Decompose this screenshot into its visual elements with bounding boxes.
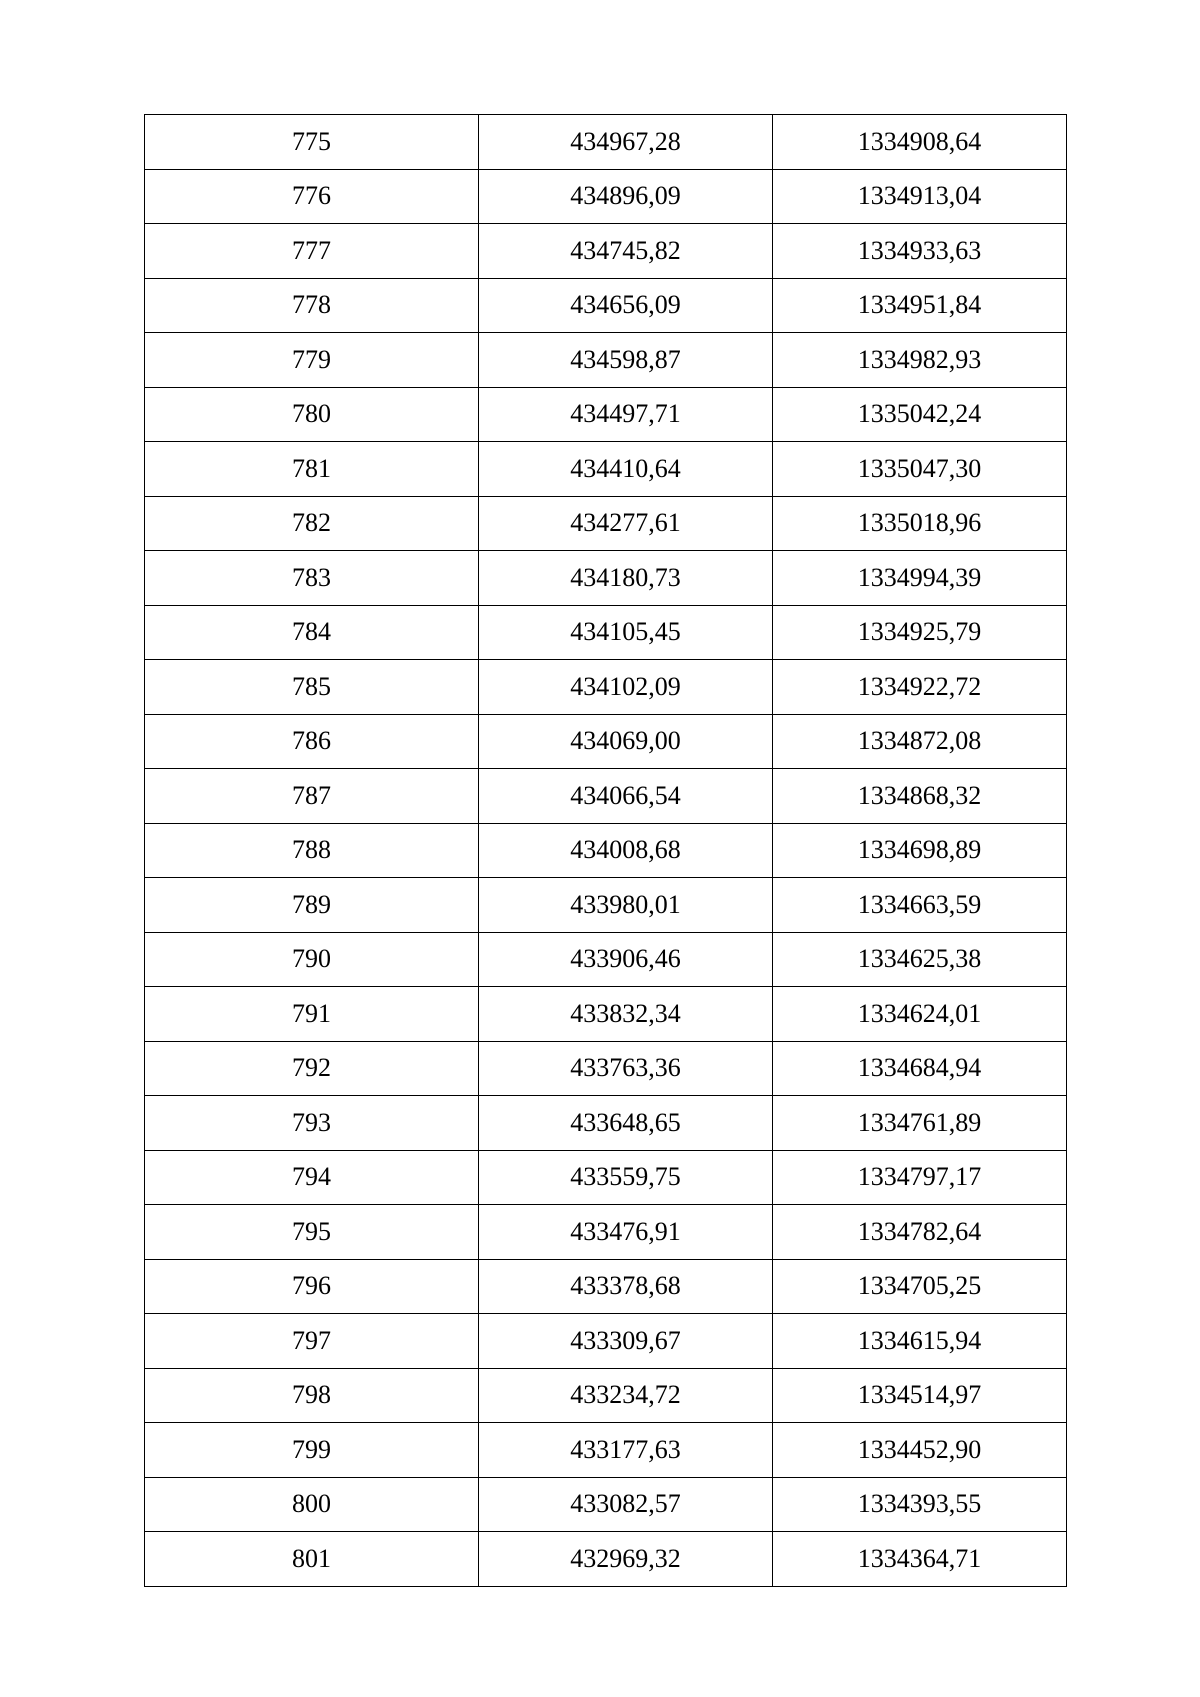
coordinates-table: [144, 114, 1067, 1587]
x-coordinate-cell: 434069,00: [479, 714, 773, 769]
y-coordinate-cell: 1335047,30: [773, 442, 1067, 497]
point-number-cell: 787: [145, 769, 479, 824]
x-coordinate-cell: 434180,73: [479, 551, 773, 606]
table-row: [145, 660, 1067, 715]
y-coordinate-cell: 1334624,01: [773, 987, 1067, 1042]
y-coordinate-cell: 1334951,84: [773, 278, 1067, 333]
point-number-cell: 797: [145, 1314, 479, 1369]
point-number-cell: 775: [145, 115, 479, 170]
x-coordinate-cell: 433763,36: [479, 1041, 773, 1096]
x-coordinate-cell: 433980,01: [479, 878, 773, 933]
y-coordinate-cell: 1334913,04: [773, 169, 1067, 224]
y-coordinate-cell: 1334782,64: [773, 1205, 1067, 1260]
y-coordinate-cell: 1334393,55: [773, 1477, 1067, 1532]
x-coordinate-cell: 434066,54: [479, 769, 773, 824]
table-row: [145, 714, 1067, 769]
x-coordinate-cell: 433082,57: [479, 1477, 773, 1532]
y-coordinate-cell: 1334514,97: [773, 1368, 1067, 1423]
x-coordinate-cell: 434410,64: [479, 442, 773, 497]
y-coordinate-cell: 1334364,71: [773, 1532, 1067, 1587]
table-row: [145, 1423, 1067, 1478]
point-number-cell: 786: [145, 714, 479, 769]
table-row: [145, 496, 1067, 551]
point-number-cell: 798: [145, 1368, 479, 1423]
table-row: [145, 878, 1067, 933]
point-number-cell: 778: [145, 278, 479, 333]
point-number-cell: 789: [145, 878, 479, 933]
x-coordinate-cell: 433234,72: [479, 1368, 773, 1423]
table-row: [145, 115, 1067, 170]
table-row: [145, 442, 1067, 497]
point-number-cell: 782: [145, 496, 479, 551]
y-coordinate-cell: 1334925,79: [773, 605, 1067, 660]
point-number-cell: 791: [145, 987, 479, 1042]
table-row: [145, 1532, 1067, 1587]
x-coordinate-cell: 433177,63: [479, 1423, 773, 1478]
table-row: [145, 1041, 1067, 1096]
y-coordinate-cell: 1334684,94: [773, 1041, 1067, 1096]
x-coordinate-cell: 433559,75: [479, 1150, 773, 1205]
table-row: [145, 224, 1067, 279]
point-number-cell: 790: [145, 932, 479, 987]
x-coordinate-cell: 434105,45: [479, 605, 773, 660]
y-coordinate-cell: 1334982,93: [773, 333, 1067, 388]
point-number-cell: 799: [145, 1423, 479, 1478]
x-coordinate-cell: 434656,09: [479, 278, 773, 333]
y-coordinate-cell: 1334663,59: [773, 878, 1067, 933]
table-row: [145, 1150, 1067, 1205]
x-coordinate-cell: 434008,68: [479, 823, 773, 878]
x-coordinate-cell: 434745,82: [479, 224, 773, 279]
y-coordinate-cell: 1334872,08: [773, 714, 1067, 769]
y-coordinate-cell: 1334933,63: [773, 224, 1067, 279]
point-number-cell: 781: [145, 442, 479, 497]
y-coordinate-cell: 1334797,17: [773, 1150, 1067, 1205]
point-number-cell: 777: [145, 224, 479, 279]
x-coordinate-cell: 433309,67: [479, 1314, 773, 1369]
table-row: [145, 1205, 1067, 1260]
table-row: [145, 1477, 1067, 1532]
point-number-cell: 793: [145, 1096, 479, 1151]
x-coordinate-cell: 434598,87: [479, 333, 773, 388]
y-coordinate-cell: 1334908,64: [773, 115, 1067, 170]
x-coordinate-cell: 434896,09: [479, 169, 773, 224]
coordinates-table-body: [145, 115, 1067, 1587]
table-row: [145, 278, 1067, 333]
point-number-cell: 801: [145, 1532, 479, 1587]
x-coordinate-cell: 433476,91: [479, 1205, 773, 1260]
point-number-cell: 794: [145, 1150, 479, 1205]
point-number-cell: 779: [145, 333, 479, 388]
table-row: [145, 932, 1067, 987]
table-row: [145, 769, 1067, 824]
x-coordinate-cell: 434277,61: [479, 496, 773, 551]
y-coordinate-cell: 1334761,89: [773, 1096, 1067, 1151]
point-number-cell: 792: [145, 1041, 479, 1096]
table-row: [145, 1368, 1067, 1423]
point-number-cell: 780: [145, 387, 479, 442]
table-row: [145, 1314, 1067, 1369]
point-number-cell: 788: [145, 823, 479, 878]
table-row: [145, 1259, 1067, 1314]
x-coordinate-cell: 434967,28: [479, 115, 773, 170]
y-coordinate-cell: 1334922,72: [773, 660, 1067, 715]
point-number-cell: 785: [145, 660, 479, 715]
point-number-cell: 776: [145, 169, 479, 224]
table-row: [145, 387, 1067, 442]
y-coordinate-cell: 1334705,25: [773, 1259, 1067, 1314]
x-coordinate-cell: 432969,32: [479, 1532, 773, 1587]
x-coordinate-cell: 433378,68: [479, 1259, 773, 1314]
point-number-cell: 795: [145, 1205, 479, 1260]
table-row: [145, 333, 1067, 388]
y-coordinate-cell: 1334994,39: [773, 551, 1067, 606]
x-coordinate-cell: 434497,71: [479, 387, 773, 442]
y-coordinate-cell: 1334615,94: [773, 1314, 1067, 1369]
y-coordinate-cell: 1334625,38: [773, 932, 1067, 987]
table-row: [145, 823, 1067, 878]
table-row: [145, 605, 1067, 660]
x-coordinate-cell: 433648,65: [479, 1096, 773, 1151]
x-coordinate-cell: 433906,46: [479, 932, 773, 987]
point-number-cell: 800: [145, 1477, 479, 1532]
point-number-cell: 784: [145, 605, 479, 660]
y-coordinate-cell: 1334868,32: [773, 769, 1067, 824]
table-row: [145, 169, 1067, 224]
y-coordinate-cell: 1334452,90: [773, 1423, 1067, 1478]
table-row: [145, 987, 1067, 1042]
point-number-cell: 783: [145, 551, 479, 606]
y-coordinate-cell: 1335018,96: [773, 496, 1067, 551]
table-row: [145, 1096, 1067, 1151]
table-row: [145, 551, 1067, 606]
x-coordinate-cell: 434102,09: [479, 660, 773, 715]
y-coordinate-cell: 1334698,89: [773, 823, 1067, 878]
x-coordinate-cell: 433832,34: [479, 987, 773, 1042]
point-number-cell: 796: [145, 1259, 479, 1314]
y-coordinate-cell: 1335042,24: [773, 387, 1067, 442]
